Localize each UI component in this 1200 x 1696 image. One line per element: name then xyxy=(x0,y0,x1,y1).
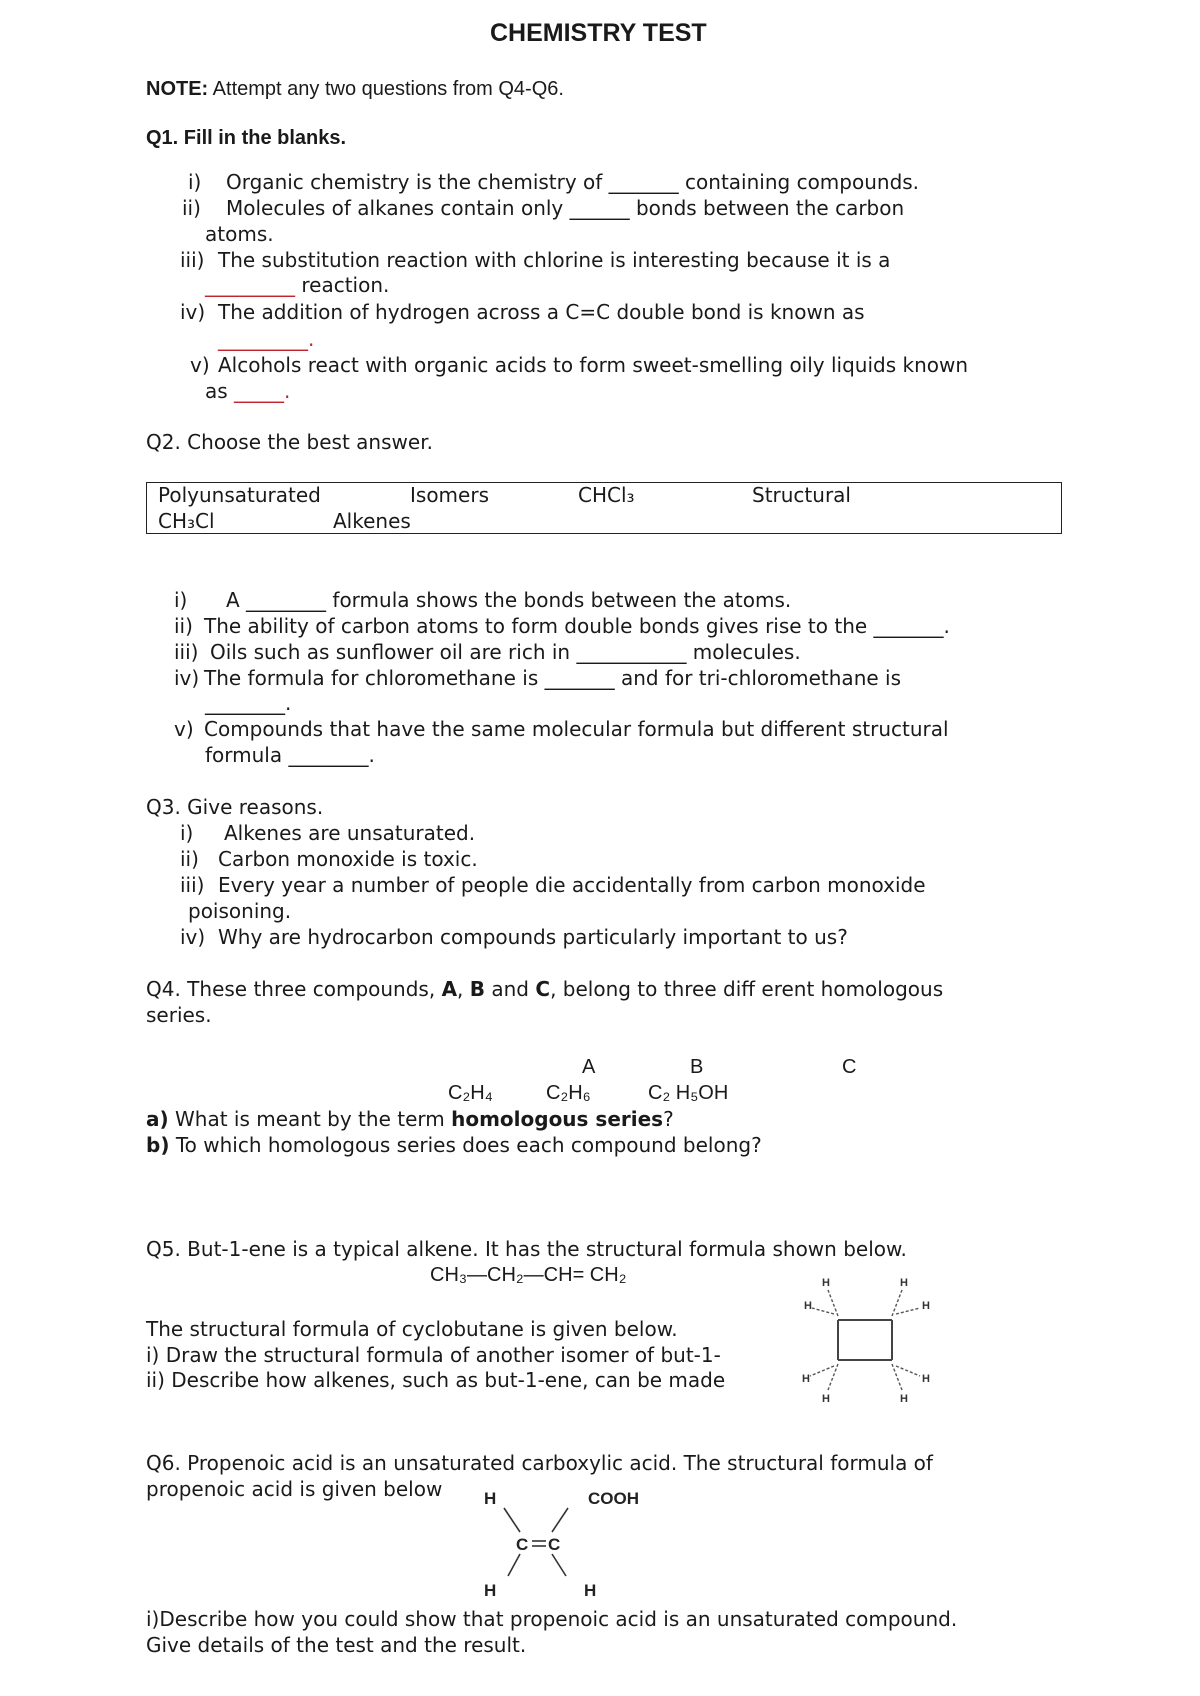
part-text: What is meant by the term xyxy=(175,1107,445,1131)
atom-h: H xyxy=(484,1581,497,1600)
item-number: iii) xyxy=(174,640,199,664)
item-text: as xyxy=(205,379,228,403)
q6-intro: Q6. Propenoic acid is an unsaturated carboxylic acid. The structural formula of xyxy=(146,1451,933,1475)
note-label: NOTE: xyxy=(146,78,209,100)
q1-item-2-cont: atoms. xyxy=(205,222,274,246)
item-text: Alkenes are unsaturated. xyxy=(224,821,476,845)
q5-intro: Q5. But-1-ene is a typical alkene. It has the structural formula shown below. xyxy=(146,1237,907,1261)
part-end: ? xyxy=(663,1107,674,1131)
item-number: iii) xyxy=(180,873,205,897)
compound-formula-a: C₂H₄ xyxy=(448,1082,493,1104)
item-text: The formula for chloromethane is _______ and for tri-chloromethane is xyxy=(204,666,902,690)
q1-item-1 xyxy=(188,169,919,195)
atom-c: C xyxy=(548,1535,561,1554)
item-number: iv) xyxy=(180,300,206,324)
note-text: Attempt any two questions from Q4-Q6. xyxy=(212,78,564,100)
q1-item-5 xyxy=(190,352,968,378)
word-bank-option: Isomers xyxy=(410,483,489,507)
part-label: b) xyxy=(146,1133,170,1157)
q5-cyclo-text: The structural formula of cyclobutane is given below. xyxy=(146,1317,678,1341)
q4-label-b: B xyxy=(469,977,486,1001)
propenoic-acid-diagram xyxy=(470,1488,650,1608)
part-text: To which homologous series does each compound belong? xyxy=(175,1133,762,1157)
q1-item-4-blank: _________. xyxy=(218,327,315,351)
compound-label-b: B xyxy=(690,1056,704,1078)
cyclobutane-diagram xyxy=(790,1272,940,1412)
q1-item-3 xyxy=(180,247,890,273)
atom-h: H xyxy=(922,1300,930,1312)
q2-item-5-cont: formula ________. xyxy=(205,743,375,767)
compound-formula-b: C₂H₆ xyxy=(546,1082,591,1104)
atom-h: H xyxy=(822,1393,830,1405)
atom-h: H xyxy=(584,1581,597,1600)
item-number: iv) xyxy=(174,666,200,690)
term-highlight: homologous series xyxy=(451,1107,664,1131)
q3-heading: Q3. Give reasons. xyxy=(146,795,324,819)
word-bank-option: CHCl₃ xyxy=(578,483,635,507)
item-number: v) xyxy=(190,353,210,377)
q1-heading: Q1. Fill in the blanks. xyxy=(146,127,347,149)
q2-item-4-cont: ________. xyxy=(205,691,292,715)
q4-label-a: A xyxy=(441,977,458,1001)
part-label: a) xyxy=(146,1107,169,1131)
q1-item-3-cont xyxy=(205,272,389,298)
q2-item-2 xyxy=(174,613,950,639)
item-text: Compounds that have the same molecular formula but different structural xyxy=(204,717,949,741)
q6-part-i: i)Describe how you could show that propenoic acid is an unsaturated compound. xyxy=(146,1607,958,1631)
item-text: Organic chemistry is the chemistry of _______ containing compounds. xyxy=(226,170,920,194)
atom-c: C xyxy=(516,1535,529,1554)
item-number: iii) xyxy=(180,248,205,272)
item-number: iv) xyxy=(180,925,206,949)
q1-item-5-cont xyxy=(205,378,290,404)
item-text: The addition of hydrogen across a C=C double bond is known as xyxy=(218,300,865,324)
q4-part-b xyxy=(146,1132,762,1158)
item-text: The ability of carbon atoms to form double bonds gives rise to the _______. xyxy=(204,614,950,638)
q2-item-5 xyxy=(174,716,949,742)
q3-item-3-cont: poisoning. xyxy=(188,899,292,923)
word-bank-option: Alkenes xyxy=(333,509,411,533)
q4-label-c: C xyxy=(535,977,551,1001)
q3-item-4 xyxy=(180,924,848,950)
item-text: Carbon monoxide is toxic. xyxy=(218,847,478,871)
item-text: A ________ formula shows the bonds between the atoms. xyxy=(226,588,792,612)
compound-label-c: C xyxy=(842,1056,857,1078)
note xyxy=(146,76,564,102)
q1-item-4 xyxy=(180,299,865,325)
q3-item-1 xyxy=(180,820,475,846)
q2-heading: Q2. Choose the best answer. xyxy=(146,430,433,454)
page-title: CHEMISTRY TEST xyxy=(490,19,707,47)
q4-intro-text-b: , belong to three diff erent homologous xyxy=(550,977,944,1001)
item-number: v) xyxy=(174,717,194,741)
q1-item-2 xyxy=(182,195,904,221)
q2-item-1 xyxy=(174,587,791,613)
item-number: ii) xyxy=(174,614,193,638)
atom-h: H xyxy=(802,1373,810,1385)
q4-part-a xyxy=(146,1106,674,1132)
answer-blank: _____. xyxy=(234,379,291,403)
item-text: reaction. xyxy=(301,273,390,297)
item-text: Why are hydrocarbon compounds particularly important to us? xyxy=(218,925,848,949)
but-1-ene-formula: CH₃—CH₂—CH= CH₂ xyxy=(430,1264,627,1286)
q4-intro xyxy=(146,976,943,1002)
item-number: i) xyxy=(174,588,188,612)
atom-h: H xyxy=(922,1373,930,1385)
atom-h: H xyxy=(900,1277,908,1289)
q2-item-4 xyxy=(174,665,901,691)
word-bank-option: CH₃Cl xyxy=(158,509,215,533)
q5-part-ii-clip xyxy=(146,1367,786,1393)
compound-label-a: A xyxy=(582,1056,596,1078)
word-bank-option: Polyunsaturated xyxy=(158,483,321,507)
item-number: ii) xyxy=(182,196,201,220)
item-text: Molecules of alkanes contain only ______ bonds between the carbon xyxy=(226,196,905,220)
item-text: Every year a number of people die accidentally from carbon monoxide xyxy=(218,873,926,897)
q4-comma: , xyxy=(457,977,464,1001)
item-text: The substitution reaction with chlorine is interesting because it is a xyxy=(218,248,891,272)
atom-h: H xyxy=(900,1393,908,1405)
item-text: Alcohols react with organic acids to form sweet-smelling oily liquids known xyxy=(218,353,969,377)
item-number: ii) xyxy=(180,847,199,871)
q6-part-i-cont: Give details of the test and the result. xyxy=(146,1633,527,1657)
q5-part-i: i) Draw the structural formula of another isomer of but-1- xyxy=(146,1343,721,1367)
cooh-group: COOH xyxy=(588,1489,639,1508)
atom-h: H xyxy=(822,1277,830,1289)
q5-part-ii: ii) Describe how alkenes, such as but-1-ene, can be made xyxy=(146,1368,726,1392)
q3-item-3 xyxy=(180,872,926,898)
q5-part-i-clip xyxy=(146,1342,786,1368)
atom-h: H xyxy=(484,1489,497,1508)
q4-and: and xyxy=(491,977,530,1001)
q3-item-2 xyxy=(180,846,478,872)
word-bank-option: Structural xyxy=(752,483,851,507)
q4-intro-cont: series. xyxy=(146,1003,212,1027)
item-number: i) xyxy=(188,170,202,194)
item-number: i) xyxy=(180,821,194,845)
compound-formula-c: C₂ H₅OH xyxy=(648,1082,729,1104)
atom-h: H xyxy=(804,1300,812,1312)
answer-blank: _________ xyxy=(205,273,295,297)
q6-intro-cont: propenoic acid is given below xyxy=(146,1477,443,1501)
q4-intro-text: Q4. These three compounds, xyxy=(146,977,436,1001)
q2-item-3 xyxy=(174,639,801,665)
item-text: Oils such as sunflower oil are rich in ___________ molecules. xyxy=(210,640,801,664)
